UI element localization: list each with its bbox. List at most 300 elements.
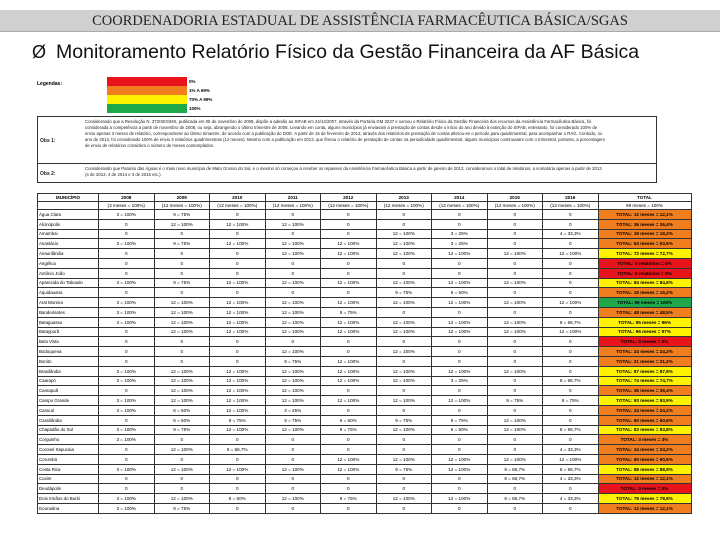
year-value-cell: 12 = 100% [376, 298, 432, 308]
year-value-cell: 9 = 75% [487, 396, 543, 406]
year-value-cell: 12 = 100% [210, 396, 266, 406]
year-value-cell: 12 = 100% [210, 278, 266, 288]
year-value-cell: 12 = 100% [376, 396, 432, 406]
year-value-cell: 0 [99, 268, 155, 278]
municipio-cell: Brasilândia [38, 366, 99, 376]
table-row [38, 239, 692, 249]
municipio-cell: Alcinópolis [38, 219, 99, 229]
year-value-cell: 0 [321, 405, 377, 415]
column-subheader: (12 meses = 100%) [265, 202, 321, 210]
table-row [38, 445, 692, 455]
legend-text: 0% [189, 79, 196, 84]
year-value-cell: 0 [376, 503, 432, 513]
year-value-cell: 12 = 100% [487, 454, 543, 464]
table-row [38, 415, 692, 425]
total-cell-orange: TOTAL: 19 meses = 19,2% [598, 229, 691, 239]
year-value-cell: 0 [154, 258, 210, 268]
year-value-cell: 12 = 100% [265, 494, 321, 504]
year-value-cell: 9 = 75% [154, 239, 210, 249]
year-value-cell: 0 [154, 249, 210, 259]
year-value-cell: 12 = 100% [376, 229, 432, 239]
year-value-cell: 9 = 75% [376, 415, 432, 425]
table-row [38, 249, 692, 259]
year-value-cell: 0 [321, 474, 377, 484]
year-value-cell: 12 = 100% [487, 317, 543, 327]
year-value-cell: 6 = 50% [432, 288, 488, 298]
year-value-cell: 3 = 100% [99, 366, 155, 376]
header-bar [0, 10, 720, 32]
year-value-cell: 12 = 100% [487, 425, 543, 435]
municipio-cell: Caracol [38, 405, 99, 415]
total-cell-orange: TOTAL: 24 meses = 24,2% [598, 445, 691, 455]
year-value-cell: 0 [432, 386, 488, 396]
year-value-cell: 0 [154, 454, 210, 464]
year-value-cell: 9 = 75% [154, 425, 210, 435]
legend-label: Legendas: [37, 81, 63, 87]
column-header: 2010 [210, 194, 266, 202]
year-value-cell: 0 [265, 474, 321, 484]
table-row [38, 337, 692, 347]
year-value-cell: 12 = 100% [376, 425, 432, 435]
year-value-cell: 0 [432, 474, 488, 484]
table-row [38, 278, 692, 288]
total-cell-yellow: TOTAL: 83 meses = 83,8% [598, 425, 691, 435]
year-value-cell: 12 = 100% [487, 249, 543, 259]
legend-swatch-green [107, 104, 187, 113]
year-value-cell: 12 = 100% [265, 386, 321, 396]
column-subheader [38, 202, 99, 210]
year-value-cell: 12 = 100% [210, 298, 266, 308]
year-value-cell: 3 = 25% [432, 229, 488, 239]
year-value-cell: 3 = 100% [99, 239, 155, 249]
year-value-cell: 12 = 100% [321, 356, 377, 366]
year-value-cell: 9 = 75% [154, 210, 210, 220]
municipio-cell: Antônio João [38, 268, 99, 278]
year-value-cell: 0 [432, 435, 488, 445]
year-value-cell: 0 [321, 229, 377, 239]
year-value-cell: 12 = 100% [265, 396, 321, 406]
year-value-cell: 12 = 100% [321, 464, 377, 474]
year-value-cell: 12 = 100% [210, 366, 266, 376]
municipio-cell: Batayporã [38, 327, 99, 337]
table-row [38, 268, 692, 278]
total-cell-yellow: TOTAL: 84 meses = 84,8% [598, 278, 691, 288]
year-value-cell: 12 = 100% [210, 425, 266, 435]
year-value-cell: 9 = 75% [543, 396, 599, 406]
year-value-cell: 12 = 100% [321, 376, 377, 386]
total-cell-yellow: TOTAL: 88 meses = 88,9% [598, 464, 691, 474]
year-value-cell: 0 [265, 268, 321, 278]
legend-text: 70% A 99% [189, 97, 213, 102]
legend-text: 1% A 69% [189, 88, 210, 93]
year-value-cell: 4 = 33,3% [543, 494, 599, 504]
year-value-cell: 0 [321, 386, 377, 396]
total-cell-yellow: TOTAL: 95 meses = 96% [598, 317, 691, 327]
year-value-cell: 12 = 100% [321, 239, 377, 249]
year-value-cell: 0 [210, 347, 266, 357]
year-value-cell: 0 [543, 484, 599, 494]
municipio-cell: Angélica [38, 258, 99, 268]
year-value-cell: 0 [321, 445, 377, 455]
year-value-cell: 0 [487, 435, 543, 445]
year-value-cell: 0 [376, 356, 432, 366]
year-value-cell: 9 = 75% [376, 464, 432, 474]
year-value-cell: 0 [321, 268, 377, 278]
year-value-cell: 0 [432, 445, 488, 455]
year-value-cell: 0 [543, 239, 599, 249]
municipio-cell: Anaurilândia [38, 249, 99, 259]
year-value-cell: 3 = 100% [99, 376, 155, 386]
year-value-cell: 12 = 100% [376, 278, 432, 288]
total-cell-orange: TOTAL: 48 meses = 48,5% [598, 307, 691, 317]
municipio-cell: Douradina [38, 503, 99, 513]
year-value-cell: 0 [432, 347, 488, 357]
year-value-cell: 0 [321, 288, 377, 298]
page-subtitle [32, 41, 639, 64]
year-value-cell: 0 [487, 268, 543, 278]
municipio-cell: Aquidauana [38, 288, 99, 298]
table-row [38, 327, 692, 337]
column-subheader: (12 meses = 100%) [376, 202, 432, 210]
total-cell-red: TOTAL: 0 relatórios = 0% [598, 268, 691, 278]
year-value-cell: 3 = 100% [99, 307, 155, 317]
total-cell-yellow: TOTAL: 72 meses = 72,7% [598, 249, 691, 259]
total-cell-yellow: TOTAL: 74 meses = 74,7% [598, 376, 691, 386]
year-value-cell: 0 [321, 210, 377, 220]
year-value-cell: 12 = 100% [487, 278, 543, 288]
year-value-cell: 0 [210, 454, 266, 464]
year-value-cell: 12 = 100% [154, 307, 210, 317]
year-value-cell: 0 [210, 474, 266, 484]
year-value-cell: 0 [376, 268, 432, 278]
obs2-label: Obs 2: [40, 171, 56, 177]
total-cell-orange: TOTAL: 12 meses = 12,1% [598, 474, 691, 484]
year-value-cell: 0 [99, 219, 155, 229]
table-row [38, 307, 692, 317]
year-value-cell: 12 = 100% [265, 366, 321, 376]
year-value-cell: 12 = 100% [265, 239, 321, 249]
year-value-cell: 0 [376, 405, 432, 415]
table-row [38, 494, 692, 504]
total-cell-orange: TOTAL: 21 meses = 21,2% [598, 356, 691, 366]
year-value-cell: 0 [543, 347, 599, 357]
year-value-cell: 12 = 100% [265, 219, 321, 229]
table-row [38, 435, 692, 445]
year-value-cell: 9 = 75% [321, 307, 377, 317]
year-value-cell: 0 [432, 405, 488, 415]
year-value-cell: 0 [210, 210, 266, 220]
year-value-cell: 0 [154, 474, 210, 484]
year-value-cell: 0 [154, 484, 210, 494]
municipio-cell: Dois Irmãos do Buriti [38, 494, 99, 504]
year-value-cell: 9 = 75% [321, 425, 377, 435]
year-value-cell: 0 [99, 258, 155, 268]
year-value-cell: 12 = 100% [210, 386, 266, 396]
year-value-cell: 0 [376, 337, 432, 347]
table-row [38, 396, 692, 406]
table-row [38, 386, 692, 396]
table-row [38, 288, 692, 298]
year-value-cell: 12 = 100% [432, 454, 488, 464]
column-header: 2014 [432, 194, 488, 202]
year-value-cell: 12 = 100% [265, 464, 321, 474]
total-cell-red: TOTAL: 0 relatórios = 0% [598, 258, 691, 268]
year-value-cell: 12 = 100% [154, 396, 210, 406]
year-value-cell: 12 = 100% [432, 464, 488, 474]
year-value-cell: 8 = 66,7% [487, 464, 543, 474]
header-row [38, 194, 692, 202]
year-value-cell: 12 = 100% [432, 396, 488, 406]
obs1-label: Obs 1: [40, 138, 56, 144]
year-value-cell: 0 [321, 435, 377, 445]
table-row [38, 425, 692, 435]
year-value-cell: 0 [432, 258, 488, 268]
year-value-cell: 8 = 66,7% [487, 474, 543, 484]
year-value-cell: 0 [154, 356, 210, 366]
year-value-cell: 0 [154, 435, 210, 445]
year-value-cell: 0 [487, 337, 543, 347]
year-value-cell: 0 [99, 327, 155, 337]
year-value-cell: 12 = 100% [210, 327, 266, 337]
year-value-cell: 0 [210, 435, 266, 445]
year-value-cell: 0 [543, 268, 599, 278]
column-header: 2012 [321, 194, 377, 202]
year-value-cell: 12 = 100% [376, 317, 432, 327]
total-cell-yellow: TOTAL: 93 meses = 93,9% [598, 396, 691, 406]
year-value-cell: 0 [487, 229, 543, 239]
year-value-cell: 0 [376, 386, 432, 396]
table-row [38, 210, 692, 220]
table-row [38, 356, 692, 366]
year-value-cell: 12 = 100% [210, 317, 266, 327]
year-value-cell: 0 [432, 210, 488, 220]
year-value-cell: 9 = 75% [265, 356, 321, 366]
year-value-cell: 0 [432, 219, 488, 229]
total-cell-green: TOTAL: 99 meses = 100% [598, 298, 691, 308]
year-value-cell: 8 = 66,7% [543, 464, 599, 474]
total-cell-orange: TOTAL: 15 meses = 15,2% [598, 288, 691, 298]
year-value-cell: 12 = 100% [265, 425, 321, 435]
year-value-cell: 12 = 100% [210, 464, 266, 474]
year-value-cell: 0 [432, 356, 488, 366]
year-value-cell: 0 [321, 258, 377, 268]
column-subheader: (12 meses = 100%) [210, 202, 266, 210]
year-value-cell: 8 = 66,7% [210, 445, 266, 455]
municipio-cell: Corguinho [38, 435, 99, 445]
year-value-cell: 4 = 33,3% [543, 445, 599, 455]
year-value-cell: 0 [487, 503, 543, 513]
table-row [38, 258, 692, 268]
year-value-cell: 9 = 75% [154, 503, 210, 513]
table-row [38, 219, 692, 229]
subtitle-text: Monitoramento Relatório Físico da Gestão Financeira da AF Básica [56, 41, 640, 63]
year-value-cell: 0 [376, 474, 432, 484]
total-cell-orange: TOTAL: 24 meses = 24,2% [598, 405, 691, 415]
year-value-cell: 9 = 75% [432, 415, 488, 425]
year-value-cell: 0 [265, 445, 321, 455]
year-value-cell: 0 [99, 386, 155, 396]
year-value-cell: 0 [99, 288, 155, 298]
year-value-cell: 12 = 100% [376, 454, 432, 464]
municipio-cell: Bodoquena [38, 347, 99, 357]
year-value-cell: 12 = 100% [487, 298, 543, 308]
year-value-cell: 3 = 100% [99, 317, 155, 327]
year-value-cell: 0 [543, 503, 599, 513]
column-subheader: (3 meses = 100%) [99, 202, 155, 210]
year-value-cell: 0 [265, 484, 321, 494]
year-value-cell: 0 [432, 307, 488, 317]
year-value-cell: 9 = 75% [154, 278, 210, 288]
year-value-cell: 0 [210, 503, 266, 513]
column-header: 2008 [99, 194, 155, 202]
year-value-cell: 12 = 100% [154, 445, 210, 455]
year-value-cell: 0 [376, 258, 432, 268]
municipio-cell: Cassilândia [38, 415, 99, 425]
year-value-cell: 9 = 75% [376, 288, 432, 298]
year-value-cell: 0 [210, 249, 266, 259]
table-row [38, 298, 692, 308]
obs1-text: Considerando que a Resolução N. 373/SES/MS, publicada em 05 de novembro de 2008, dispõe a adesão ao SIFAB em 24/12/2007, através da Portaria GM 3237 e somou o Relatório Físico da Gestão Financeira dos recursos da Assistência Farmacêutica Básica, foi considerada a competência a partir de novembro de 2008, ou seja, abrangendo o último trimestre de 2008. Levando em conta, alguns municípios já enviavam a prestação de contas desde o início do ano devido à extinção do SIFAB, entretanto, foi considerado 100% de envio apenas 3 meses de relatório, correspondente ao último trimestre, de acordo com a publicação do DOE. A partir de 15 de fevereiro de 2013, através dos relatórios de prestação de contas alterou-se o período para quadrimestral, para acompanhar o RAG. Contudo, no ano de 2013, foi considerado 100% de envio 3 relatórios quadrimestrais (12 meses). Mesmo com a publicação em 2013, que firmou o relatório de prestação de contas na periodicidade quadrimestral, alguns municípios continuaram com o trimestral, portanto, a porcentagem de envio de relatórios considera o número de meses contemplados. [85, 119, 605, 149]
table-row [38, 229, 692, 239]
column-header: 2011 [265, 194, 321, 202]
column-header: 2016 [543, 194, 599, 202]
municipio-cell: Bonito [38, 356, 99, 366]
year-value-cell: 0 [265, 454, 321, 464]
arrow-bullet-icon: Ø [32, 42, 47, 62]
year-value-cell: 0 [265, 288, 321, 298]
header-title: COORDENADORIA ESTADUAL DE ASSISTÊNCIA FARMACÊUTICA BÁSICA/SGAS [92, 13, 628, 29]
obs2-text: Considerando que Paraíso das Águas é o mais novo município de Mato Grosso do Sul, e o mesmo só começou a receber os repasses da Assistência Farmacêutica Básica a partir de janeiro de 2013, consideramos o total de relatórios, a somatória apenas a partir de 2013 (4 de 2013, 4 de 2014 e 3 de 2015 etc.). [85, 166, 602, 178]
year-value-cell: 12 = 100% [376, 376, 432, 386]
year-value-cell: 12 = 100% [154, 376, 210, 386]
year-value-cell: 12 = 100% [321, 249, 377, 259]
table-row [38, 376, 692, 386]
year-value-cell: 12 = 100% [321, 327, 377, 337]
year-value-cell: 0 [487, 347, 543, 357]
year-value-cell: 0 [543, 219, 599, 229]
year-value-cell: 0 [487, 484, 543, 494]
year-value-cell: 12 = 100% [321, 317, 377, 327]
year-value-cell: 0 [376, 219, 432, 229]
legend-swatch-yellow [107, 95, 187, 104]
table-row [38, 366, 692, 376]
year-value-cell: 12 = 100% [487, 327, 543, 337]
municipio-cell: Campo Grande [38, 396, 99, 406]
table-row [38, 405, 692, 415]
year-value-cell: 12 = 100% [543, 327, 599, 337]
year-value-cell: 0 [432, 503, 488, 513]
year-value-cell: 0 [321, 219, 377, 229]
year-value-cell: 0 [543, 210, 599, 220]
year-value-cell: 0 [265, 229, 321, 239]
legend-text: 100% [189, 106, 201, 111]
year-value-cell: 12 = 100% [321, 298, 377, 308]
total-cell-orange: TOTAL: 36 meses = 36,4% [598, 219, 691, 229]
total-cell-red: TOTAL: 0 meses = 0% [598, 337, 691, 347]
year-value-cell: 12 = 100% [154, 464, 210, 474]
year-value-cell: 0 [99, 445, 155, 455]
year-value-cell: 12 = 100% [376, 249, 432, 259]
year-value-cell: 9 = 75% [265, 415, 321, 425]
year-value-cell: 12 = 100% [376, 239, 432, 249]
year-value-cell: 0 [99, 337, 155, 347]
year-value-cell: 0 [265, 435, 321, 445]
year-value-cell: 0 [487, 376, 543, 386]
table-row [38, 464, 692, 474]
year-value-cell: 12 = 100% [432, 317, 488, 327]
municipio-cell: Bataguassu [38, 317, 99, 327]
year-value-cell: 0 [154, 347, 210, 357]
year-value-cell: 0 [543, 258, 599, 268]
year-value-cell: 0 [487, 258, 543, 268]
year-value-cell: 0 [487, 445, 543, 455]
report-table [37, 193, 692, 514]
year-value-cell: 0 [154, 288, 210, 298]
year-value-cell: 0 [99, 484, 155, 494]
legend [37, 77, 657, 115]
municipio-cell: Chapadão do Sul [38, 425, 99, 435]
year-value-cell: 12 = 100% [265, 249, 321, 259]
year-value-cell: 0 [99, 454, 155, 464]
year-value-cell: 12 = 100% [210, 219, 266, 229]
year-value-cell: 0 [376, 445, 432, 455]
table-row [38, 484, 692, 494]
year-value-cell: 0 [154, 268, 210, 278]
total-cell-orange: TOTAL: 36 meses = 36,4% [598, 386, 691, 396]
year-value-cell: 0 [321, 347, 377, 357]
total-cell-orange: TOTAL: 60 meses = 60,6% [598, 415, 691, 425]
year-value-cell: 12 = 100% [210, 405, 266, 415]
column-subheader: (12 meses = 100%) [487, 202, 543, 210]
table-body [38, 210, 692, 514]
column-subheader: (12 meses = 100%) [321, 202, 377, 210]
year-value-cell: 8 = 66,7% [487, 494, 543, 504]
year-value-cell: 0 [487, 356, 543, 366]
year-value-cell: 12 = 100% [265, 347, 321, 357]
year-value-cell: 0 [376, 307, 432, 317]
year-value-cell: 3 = 25% [432, 239, 488, 249]
obs2-box [37, 163, 657, 183]
total-cell-orange: TOTAL: 3 meses = 3% [598, 435, 691, 445]
column-header: 2013 [376, 194, 432, 202]
year-value-cell: 0 [321, 337, 377, 347]
year-value-cell: 12 = 100% [265, 307, 321, 317]
year-value-cell: 0 [543, 435, 599, 445]
year-value-cell: 12 = 100% [265, 317, 321, 327]
year-value-cell: 3 = 100% [99, 435, 155, 445]
municipio-cell: Bandeirantes [38, 307, 99, 317]
year-value-cell: 0 [210, 268, 266, 278]
table-row [38, 454, 692, 464]
total-cell-yellow: TOTAL: 96 meses = 97% [598, 327, 691, 337]
municipio-cell: Costa Rica [38, 464, 99, 474]
total-cell-orange: TOTAL: 12 meses = 12,1% [598, 503, 691, 513]
year-value-cell: 9 = 75% [321, 494, 377, 504]
total-cell-orange: TOTAL: 24 meses = 24,2% [598, 347, 691, 357]
year-value-cell: 0 [487, 210, 543, 220]
year-value-cell: 0 [487, 307, 543, 317]
year-value-cell: 3 = 100% [99, 210, 155, 220]
municipio-cell: Bela Vista [38, 337, 99, 347]
year-value-cell: 3 = 100% [99, 425, 155, 435]
year-value-cell: 12 = 100% [543, 298, 599, 308]
year-value-cell: 6 = 50% [154, 405, 210, 415]
year-value-cell: 12 = 100% [432, 278, 488, 288]
year-value-cell: 0 [210, 356, 266, 366]
year-value-cell: 3 = 25% [432, 376, 488, 386]
total-cell-red: TOTAL: 0 meses = 0% [598, 484, 691, 494]
year-value-cell: 12 = 100% [376, 347, 432, 357]
